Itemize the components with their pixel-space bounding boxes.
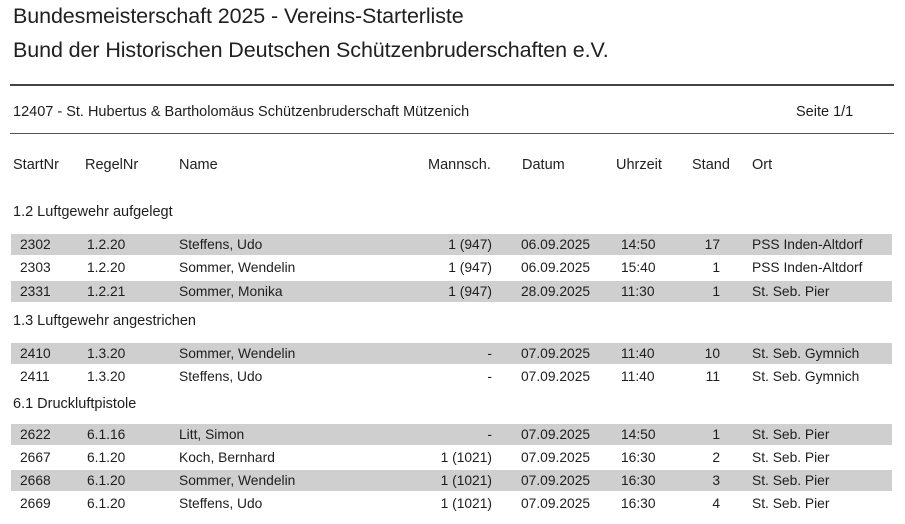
cell-stand: 1 bbox=[712, 427, 720, 442]
cell-name: Sommer, Wendelin bbox=[179, 346, 296, 361]
cell-ort: St. Seb. Gymnich bbox=[752, 369, 860, 384]
cell-regelnr: 6.1.20 bbox=[87, 450, 126, 465]
cell-datum: 07.09.2025 bbox=[521, 346, 591, 361]
cell-datum: 07.09.2025 bbox=[521, 473, 591, 488]
cell-stand: 2 bbox=[712, 450, 720, 465]
table-row bbox=[11, 447, 892, 468]
document-subtitle: Bund der Historischen Deutschen Schützenbruderschaften e.V. bbox=[13, 38, 609, 62]
section-title: 1.2 Luftgewehr aufgelegt bbox=[13, 204, 173, 220]
cell-regelnr: 1.3.20 bbox=[87, 369, 126, 384]
club-name: 12407 - St. Hubertus & Bartholomäus Schützenbruderschaft Mützenich bbox=[13, 104, 470, 120]
header-divider bbox=[10, 84, 894, 86]
cell-name: Sommer, Wendelin bbox=[179, 473, 296, 488]
column-header-ort: Ort bbox=[752, 157, 773, 173]
cell-uhrzeit: 16:30 bbox=[621, 496, 656, 511]
cell-regelnr: 6.1.16 bbox=[87, 427, 126, 442]
cell-ort: St. Seb. Pier bbox=[752, 450, 830, 465]
cell-regelnr: 1.2.20 bbox=[87, 260, 126, 275]
cell-datum: 07.09.2025 bbox=[521, 427, 591, 442]
cell-mannsch: 1 (947) bbox=[448, 284, 492, 299]
cell-regelnr: 1.2.21 bbox=[87, 284, 126, 299]
cell-regelnr: 6.1.20 bbox=[87, 473, 126, 488]
cell-stand: 3 bbox=[712, 473, 720, 488]
cell-mannsch: 1 (1021) bbox=[440, 496, 492, 511]
cell-ort: St. Seb. Pier bbox=[752, 473, 830, 488]
cell-datum: 06.09.2025 bbox=[521, 260, 591, 275]
cell-ort: St. Seb. Pier bbox=[752, 496, 830, 511]
cell-mannsch: 1 (1021) bbox=[440, 450, 492, 465]
cell-uhrzeit: 16:30 bbox=[621, 450, 656, 465]
section-title: 6.1 Druckluftpistole bbox=[13, 396, 137, 412]
cell-regelnr: 6.1.20 bbox=[87, 496, 126, 511]
cell-ort: St. Seb. Pier bbox=[752, 427, 830, 442]
table-row bbox=[11, 234, 892, 255]
column-header-mannsch: Mannsch. bbox=[428, 157, 491, 173]
cell-mannsch: - bbox=[487, 369, 492, 384]
cell-stand: 1 bbox=[712, 284, 720, 299]
cell-name: Litt, Simon bbox=[179, 427, 245, 442]
column-header-uhrzeit: Uhrzeit bbox=[616, 157, 662, 173]
column-header-name: Name bbox=[179, 157, 218, 173]
table-row bbox=[11, 281, 892, 302]
cell-mannsch: - bbox=[487, 427, 492, 442]
cell-stand: 11 bbox=[705, 369, 720, 384]
cell-name: Sommer, Monika bbox=[179, 284, 283, 299]
cell-datum: 07.09.2025 bbox=[521, 369, 591, 384]
cell-name: Steffens, Udo bbox=[179, 369, 263, 384]
cell-datum: 07.09.2025 bbox=[521, 496, 591, 511]
cell-regelnr: 1.2.20 bbox=[87, 237, 126, 252]
table-row bbox=[11, 424, 892, 445]
cell-name: Sommer, Wendelin bbox=[179, 260, 296, 275]
page-number: Seite 1/1 bbox=[796, 104, 854, 120]
column-header-stand: Stand bbox=[692, 157, 730, 173]
section-title: 1.3 Luftgewehr angestrichen bbox=[13, 313, 196, 329]
cell-name: Koch, Bernhard bbox=[179, 450, 275, 465]
cell-datum: 06.09.2025 bbox=[521, 237, 591, 252]
cell-stand: 4 bbox=[712, 496, 720, 511]
cell-name: Steffens, Udo bbox=[179, 237, 263, 252]
cell-uhrzeit: 14:50 bbox=[621, 237, 656, 252]
cell-stand: 1 bbox=[712, 260, 720, 275]
cell-startnr: 2668 bbox=[20, 473, 51, 488]
club-divider bbox=[10, 133, 894, 134]
cell-uhrzeit: 11:30 bbox=[621, 284, 655, 299]
table-row bbox=[11, 493, 892, 514]
cell-name: Steffens, Udo bbox=[179, 496, 263, 511]
cell-datum: 28.09.2025 bbox=[521, 284, 591, 299]
cell-startnr: 2622 bbox=[20, 427, 51, 442]
cell-mannsch: 1 (1021) bbox=[440, 473, 492, 488]
cell-stand: 10 bbox=[704, 346, 720, 361]
table-row bbox=[11, 366, 892, 387]
cell-mannsch: - bbox=[487, 346, 492, 361]
table-row bbox=[11, 343, 892, 364]
cell-ort: PSS Inden-Altdorf bbox=[752, 260, 863, 275]
column-header-regelnr: RegelNr bbox=[85, 157, 139, 173]
document-title: Bundesmeisterschaft 2025 - Vereins-Starterliste bbox=[13, 4, 464, 28]
cell-ort: St. Seb. Pier bbox=[752, 284, 830, 299]
cell-startnr: 2302 bbox=[20, 237, 51, 252]
cell-startnr: 2331 bbox=[20, 284, 51, 299]
cell-stand: 17 bbox=[704, 237, 720, 252]
column-header-datum: Datum bbox=[522, 157, 565, 173]
cell-mannsch: 1 (947) bbox=[448, 260, 492, 275]
cell-uhrzeit: 15:40 bbox=[621, 260, 656, 275]
cell-regelnr: 1.3.20 bbox=[87, 346, 126, 361]
cell-startnr: 2411 bbox=[20, 369, 50, 384]
cell-startnr: 2303 bbox=[20, 260, 51, 275]
table-row bbox=[11, 470, 892, 491]
cell-datum: 07.09.2025 bbox=[521, 450, 591, 465]
cell-startnr: 2667 bbox=[20, 450, 51, 465]
cell-startnr: 2410 bbox=[20, 346, 51, 361]
column-header-startnr: StartNr bbox=[13, 157, 59, 173]
cell-uhrzeit: 11:40 bbox=[621, 369, 655, 384]
cell-startnr: 2669 bbox=[20, 496, 51, 511]
cell-ort: St. Seb. Gymnich bbox=[752, 346, 860, 361]
table-row bbox=[11, 257, 892, 278]
cell-uhrzeit: 11:40 bbox=[621, 346, 655, 361]
cell-ort: PSS Inden-Altdorf bbox=[752, 237, 863, 252]
cell-uhrzeit: 14:50 bbox=[621, 427, 656, 442]
cell-mannsch: 1 (947) bbox=[448, 237, 492, 252]
cell-uhrzeit: 16:30 bbox=[621, 473, 656, 488]
